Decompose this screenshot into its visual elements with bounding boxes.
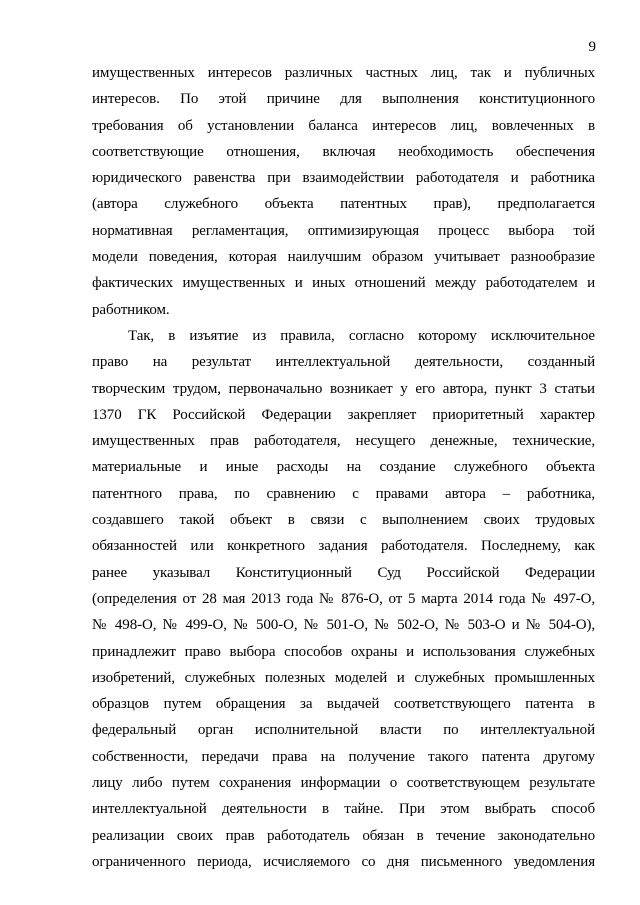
text-line: патентного права, по сравнению с правами автора – работника, — [92, 485, 595, 502]
text-line: имущественных прав работодателя, несущего денежные, технические, — [92, 433, 595, 450]
text-line: материальные и иные расходы на создание служебного объекта — [92, 459, 595, 476]
text-line: интересов. По этой причине для выполнения конституционного — [92, 91, 595, 108]
text-line: лицу либо путем сохранения информации о соответствующем результате — [92, 775, 595, 792]
text-line: модели поведения, которая наилучшим образом учитывает разнообразие — [92, 249, 595, 266]
text-line: ограниченного периода, исчисляемого со дня письменного уведомления — [92, 853, 595, 870]
text-line: Так, в изъятие из правила, согласно которому исключительное — [128, 327, 595, 344]
text-line: изобретений, служебных полезных моделей и служебных промышленных — [92, 669, 595, 686]
text-line: (определения от 28 мая 2013 года № 876-О, от 5 марта 2014 года № 497-О, — [92, 590, 595, 607]
text-line: творческим трудом, первоначально возникает у его автора, пункт 3 статьи — [92, 380, 595, 397]
text-line: нормативная регламентация, оптимизирующая процесс выбора той — [92, 222, 595, 239]
text-line: реализации своих прав работодатель обязан в течение законодательно — [92, 827, 595, 844]
page-number: 9 — [588, 39, 596, 55]
text-line: № 498-О, № 499-О, № 500-О, № 501-О, № 502-О, № 503-О и № 504-О), — [92, 617, 595, 634]
paragraph-1 — [92, 60, 595, 323]
paragraph-2 — [92, 323, 595, 875]
text-line: принадлежит право выбора способов охраны и использования служебных — [92, 643, 595, 660]
text-line: интеллектуальной деятельности в тайне. При этом выбрать способ — [92, 801, 595, 818]
text-line: фактических имущественных и иных отношений между работодателем и — [92, 275, 595, 292]
text-line: ранее указывал Конституционный Суд Российской Федерации — [92, 564, 595, 581]
text-line: собственности, передачи права на получение такого патента другому — [92, 748, 595, 765]
text-line: право на результат интеллектуальной деятельности, созданный — [92, 354, 595, 371]
document-body — [92, 60, 595, 875]
text-line: имущественных интересов различных частных лиц, так и публичных — [92, 65, 595, 81]
text-line: требования об установлении баланса интересов лиц, вовлеченных в — [92, 117, 595, 134]
text-line: федеральный орган исполнительной власти по интеллектуальной — [92, 722, 595, 739]
text-line: соответствующие отношения, включая необходимость обеспечения — [92, 143, 595, 160]
text-line: работником. — [92, 301, 170, 318]
text-line: образцов путем обращения за выдачей соответствующего патента в — [92, 696, 595, 713]
text-line: 1370 ГК Российской Федерации закрепляет приоритетный характер — [92, 406, 595, 423]
text-line: обязанностей или конкретного задания работодателя. Последнему, как — [92, 538, 595, 555]
text-line: юридического равенства при взаимодействии работодателя и работника — [92, 170, 595, 187]
text-line: (автора служебного объекта патентных прав), предполагается — [92, 196, 595, 213]
text-line: создавшего такой объект в связи с выполнением своих трудовых — [92, 512, 595, 529]
